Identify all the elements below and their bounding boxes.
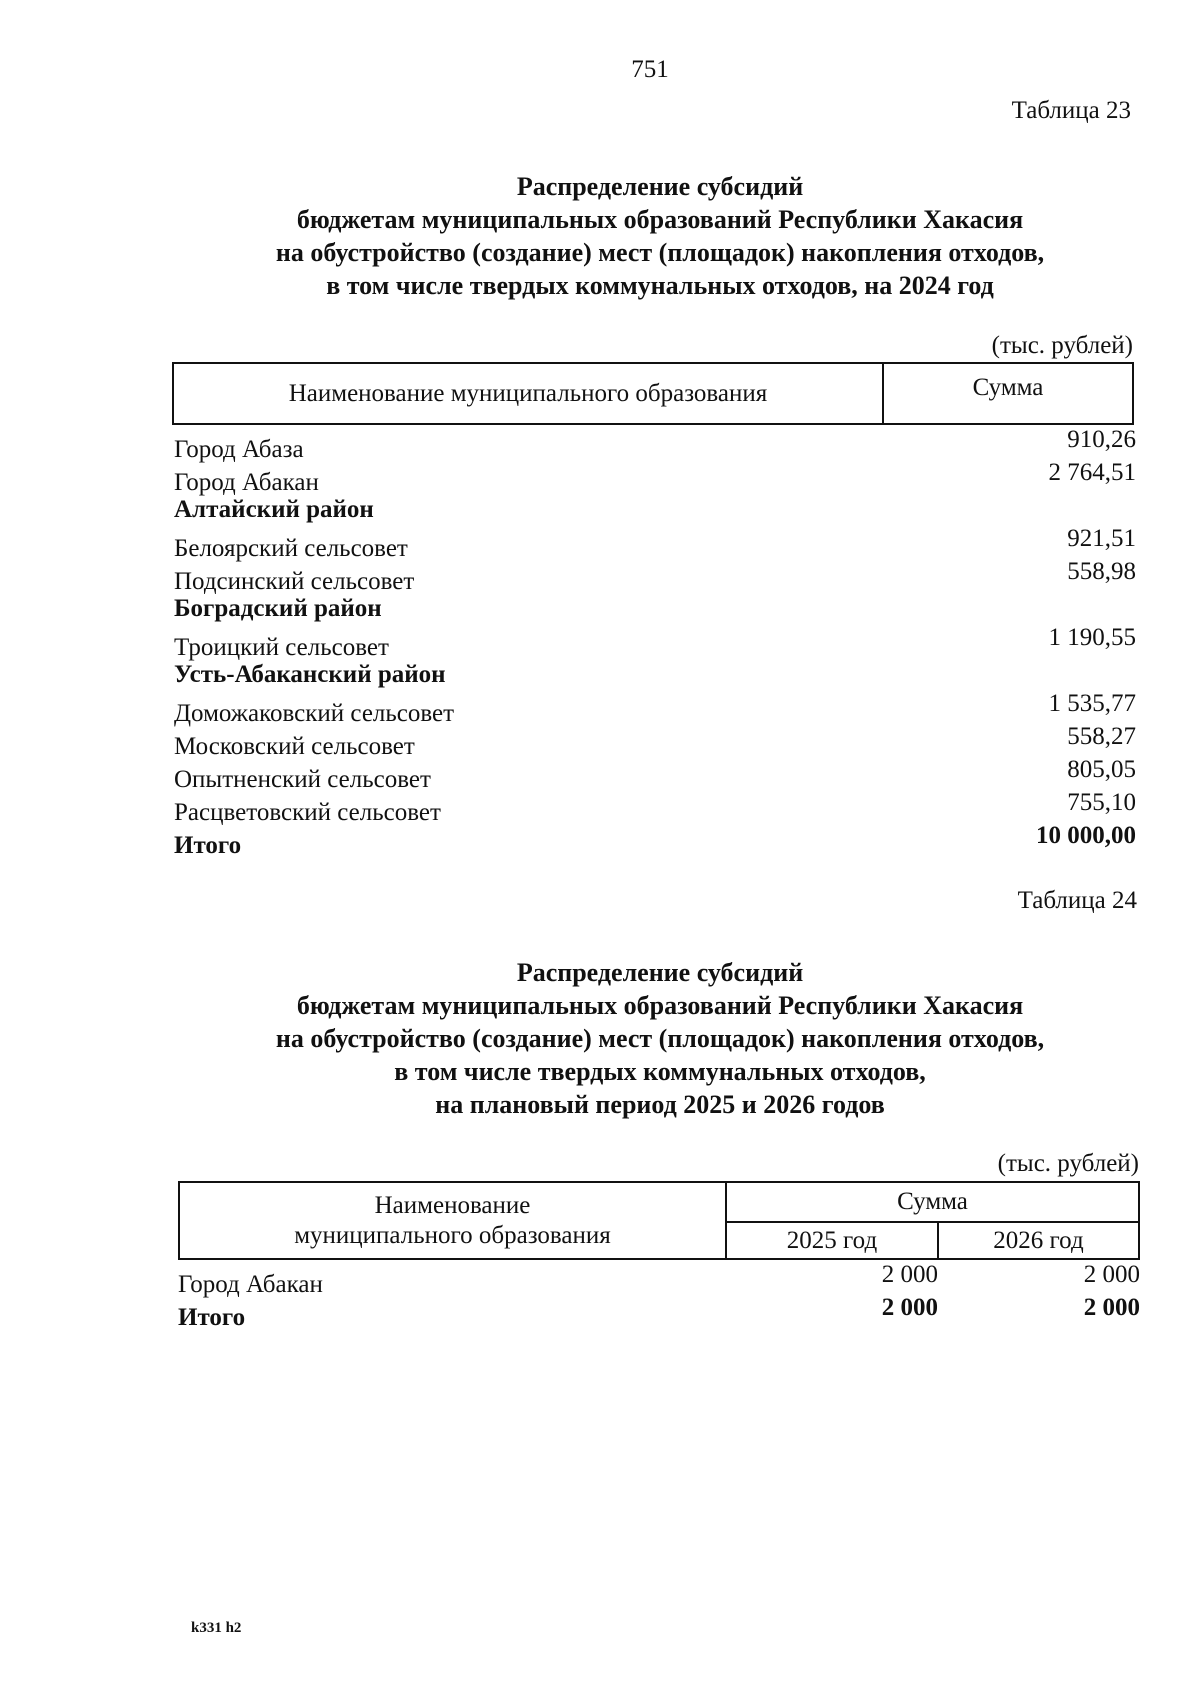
table-23-title	[150, 170, 1170, 302]
row-name: Подсинский сельсовет	[174, 568, 415, 595]
row-value-2026: 2 000	[1083, 1261, 1140, 1288]
header-name-cell	[180, 1183, 727, 1258]
row-value: 805,05	[1067, 756, 1136, 783]
total-value-2025: 2 000	[881, 1294, 938, 1321]
row-name: Троицкий сельсовет	[174, 634, 389, 661]
row-value: 1 535,77	[1048, 690, 1136, 717]
table-23-title-line: в том числе твердых коммунальных отходов, на 2024 год	[326, 271, 994, 300]
row-value: 1 190,55	[1048, 624, 1136, 651]
table-row	[174, 426, 1136, 463]
table-24-body	[178, 1261, 1140, 1331]
table-row	[174, 558, 1136, 595]
total-value: 10 000,00	[1036, 822, 1136, 849]
row-value: 558,27	[1067, 723, 1136, 750]
table-row-total	[178, 1294, 1140, 1331]
district-name: Усть-Абаканский район	[174, 661, 446, 688]
row-name: Опытненский сельсовет	[174, 766, 431, 793]
table-23-title-line: Распределение субсидий	[516, 172, 804, 201]
row-name: Доможаковский сельсовет	[174, 700, 455, 727]
total-value-2026: 2 000	[1083, 1294, 1140, 1321]
row-value-2025: 2 000	[881, 1261, 938, 1288]
district-name: Боградский район	[174, 595, 382, 622]
row-value: 921,51	[1067, 525, 1136, 552]
table-23-units: (тыс. рублей)	[991, 332, 1133, 359]
row-value: 2 764,51	[1048, 459, 1136, 486]
header-name-line: муниципального образования	[294, 1221, 611, 1249]
table-24-title	[150, 956, 1170, 1121]
table-24-title-line: бюджетам муниципальных образований Республики Хакасия	[296, 991, 1024, 1020]
table-24-title-line: на плановый период 2025 и 2026 годов	[435, 1090, 885, 1119]
table-24-label: Таблица 24	[1017, 887, 1137, 914]
header-year-2026-cell	[939, 1223, 1138, 1258]
row-name: Город Абакан	[178, 1271, 323, 1298]
table-row-district	[174, 595, 1136, 628]
table-row-district	[174, 496, 1136, 529]
header-sum-cell	[884, 358, 1132, 417]
table-row-district	[174, 661, 1136, 694]
header-year-2025-cell	[727, 1223, 939, 1258]
page-number: 751	[631, 56, 669, 83]
header-sum-label: Сумма	[972, 373, 1044, 401]
district-name: Алтайский район	[174, 496, 374, 523]
table-23-body	[174, 426, 1136, 859]
row-value: 558,98	[1067, 558, 1136, 585]
total-label: Итого	[174, 832, 242, 859]
row-name: Город Абаза	[174, 436, 304, 463]
table-23-header	[172, 362, 1134, 425]
table-row	[174, 525, 1136, 562]
table-24-header	[178, 1181, 1140, 1260]
row-name: Город Абакан	[174, 469, 319, 496]
header-year-2025: 2025 год	[786, 1226, 878, 1254]
table-row	[174, 690, 1136, 727]
table-23-title-line: бюджетам муниципальных образований Республики Хакасия	[296, 205, 1024, 234]
header-name-cell	[174, 364, 884, 423]
header-sum-label: Сумма	[897, 1188, 968, 1215]
table-row	[174, 789, 1136, 826]
table-row	[178, 1261, 1140, 1298]
row-value: 910,26	[1067, 426, 1136, 453]
row-name: Расцветовский сельсовет	[174, 799, 441, 826]
table-row	[174, 624, 1136, 661]
table-24-title-line: Распределение субсидий	[516, 958, 804, 987]
table-23-title-line: на обустройство (создание) мест (площадок) накопления отходов,	[275, 238, 1045, 267]
row-value: 755,10	[1067, 789, 1136, 816]
table-24-title-line: в том числе твердых коммунальных отходов,	[394, 1057, 926, 1086]
table-row	[174, 756, 1136, 793]
row-name: Белоярский сельсовет	[174, 535, 408, 562]
table-23-label: Таблица 23	[1011, 97, 1131, 124]
total-label: Итого	[178, 1304, 246, 1331]
header-sum-cell	[727, 1183, 1138, 1223]
table-row	[174, 459, 1136, 496]
table-24-units: (тыс. рублей)	[997, 1150, 1139, 1177]
table-24-title-line: на обустройство (создание) мест (площадок) накопления отходов,	[275, 1024, 1045, 1053]
header-year-2026: 2026 год	[993, 1226, 1084, 1254]
table-row-total	[174, 822, 1136, 859]
row-name: Московский сельсовет	[174, 733, 415, 760]
header-name-label: Наименование муниципального образования	[288, 379, 768, 407]
table-row	[174, 723, 1136, 760]
header-name-line: Наименование	[374, 1191, 531, 1219]
footer-code: k331 h2	[191, 1620, 242, 1636]
